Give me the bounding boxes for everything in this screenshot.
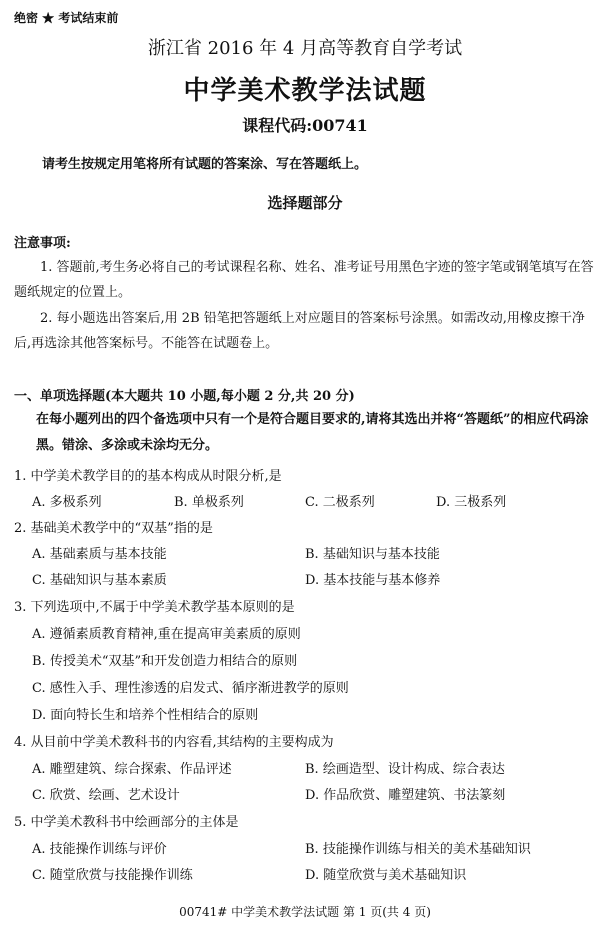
page-footer: 00741# 中学美术教学法试题 第 1 页(共 4 页) [179, 905, 431, 919]
question-2-option-b: B. 基础知识与基本技能 [305, 547, 440, 562]
question-5-option-c: C. 随堂欣赏与技能操作训练 [32, 868, 193, 883]
secret-label: 绝密 ★ 考试结束前 [14, 11, 119, 25]
question-2-option-c: C. 基础知识与基本素质 [32, 573, 167, 588]
subject-title: 中学美术教学法试题 [183, 76, 427, 106]
question-4-option-c: C. 欣赏、绘画、艺术设计 [32, 788, 180, 803]
question-1-option-b: B. 单极系列 [174, 495, 244, 510]
question-1-option-d: D. 三极系列 [436, 495, 507, 510]
question-3-option-c: C. 感性入手、理性渗透的启发式、循序渐进教学的原则 [32, 681, 349, 696]
question-3-option-d: D. 面向特长生和培养个性相结合的原则 [32, 708, 259, 723]
section-heading: 一、单项选择题(本大题共 10 小题,每小题 2 分,共 20 分) [14, 389, 355, 404]
question-4-option-b: B. 绘画造型、设计构成、综合表达 [305, 762, 505, 777]
question-1-stem: 1. 中学美术教学目的的基本构成从时限分析,是 [14, 469, 282, 484]
exam-title: 浙江省 2016 年 4 月高等教育自学考试 [147, 38, 463, 59]
question-2-option-d: D. 基本技能与基本修养 [305, 573, 441, 588]
note-item-2: 2. 每小题选出答案后,用 2B 铅笔把答题纸上对应题目的答案标号涂黑。如需改动,用橡皮擦干净后,再选涂其他答案标号。不能答在试题卷上。 [14, 311, 585, 351]
question-5-option-a: A. 技能操作训练与评价 [32, 842, 167, 857]
section-description: 在每小题列出的四个备选项中只有一个是符合题目要求的,请将其选出并将“答题纸”的相应代码涂黑。错涂、多涂或未涂均无分。 [36, 412, 589, 453]
question-3-option-a: A. 遵循素质教育精神,重在提高审美素质的原则 [32, 627, 301, 642]
notes-heading: 注意事项: [14, 236, 71, 251]
question-5-option-d: D. 随堂欣赏与美术基础知识 [305, 868, 467, 883]
question-5-stem: 5. 中学美术教科书中绘画部分的主体是 [14, 815, 239, 830]
note-item-1: 1. 答题前,考生务必将自己的考试课程名称、姓名、准考证号用黑色字迹的签字笔或钢笔填写在答题纸规定的位置上。 [14, 260, 594, 300]
part-title: 选择题部分 [267, 194, 343, 212]
question-2-stem: 2. 基础美术教学中的“双基”指的是 [14, 521, 213, 536]
question-2-option-a: A. 基础素质与基本技能 [32, 547, 167, 562]
question-4-option-d: D. 作品欣赏、雕塑建筑、书法篆刻 [305, 788, 506, 803]
question-4-stem: 4. 从目前中学美术教科书的内容看,其结构的主要构成为 [14, 735, 334, 750]
question-1-option-a: A. 多极系列 [32, 495, 102, 510]
question-5-option-b: B. 技能操作训练与相关的美术基础知识 [305, 842, 531, 857]
question-1-option-c: C. 二极系列 [305, 495, 375, 510]
answer-instruction: 请考生按规定用笔将所有试题的答案涂、写在答题纸上。 [42, 157, 368, 172]
question-4-option-a: A. 雕塑建筑、综合探索、作品评述 [32, 762, 232, 777]
question-3-option-b: B. 传授美术“双基”和开发创造力相结合的原则 [32, 654, 298, 669]
question-3-stem: 3. 下列选项中,不属于中学美术教学基本原则的是 [14, 600, 295, 615]
course-code: 课程代码:00741 [242, 116, 368, 135]
